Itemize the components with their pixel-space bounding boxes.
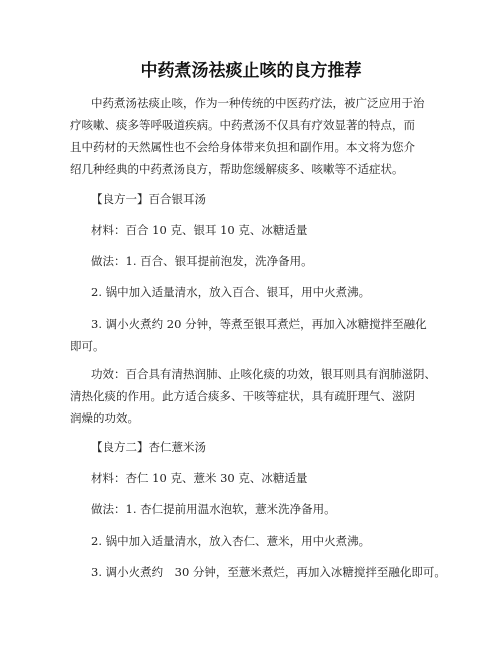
recipe2-heading: 【良方二】杏仁薏米汤 [91, 440, 206, 454]
recipe1-efficacy-line: 清热化痰的作用。此方适合痰多、干咳等症状，具有疏肝理气、滋阴 [70, 389, 415, 403]
intro-line: 疗咳嗽、痰多等呼吸道疾病。中药煮汤不仅具有疗效显著的特点，而 [70, 118, 415, 132]
recipe1-step1: 做法：1. 百合、银耳提前泡发，洗净备用。 [91, 254, 313, 268]
recipe1-step3-line: 即可。 [70, 339, 105, 353]
recipe1-efficacy-line: 功效：百合具有清热润肺、止咳化痰的功效，银耳则具有润肺滋阴、 [91, 367, 436, 381]
intro-line: 绍几种经典的中药煮汤良方，帮助您缓解痰多、咳嗽等不适症状。 [70, 162, 404, 176]
recipe2-step1: 做法：1. 杏仁提前用温水泡软，薏米洗净备用。 [91, 502, 336, 516]
recipe1-heading: 【良方一】百合银耳汤 [91, 192, 206, 206]
document-title: 中药煮汤祛痰止咳的良方推荐 [140, 61, 362, 81]
recipe1-efficacy [70, 363, 436, 429]
intro-line: 中药煮汤祛痰止咳，作为一种传统的中医药疗法，被广泛应用于治 [91, 96, 425, 110]
recipe1-step3-line: 3. 调小火煮约 20 分钟，等煮至银耳煮烂，再加入冰糖搅拌至融化 [91, 317, 427, 331]
intro-line: 且中药材的天然属性也不会给身体带来负担和副作用。本文将为您介 [70, 140, 415, 154]
recipe2-step3: 3. 调小火煮约 30 分钟，至薏米煮烂，再加入冰糖搅拌至融化即可。 [91, 565, 446, 579]
recipe2-materials: 材料：杏仁 10 克、薏米 30 克、冰糖适量 [91, 471, 308, 485]
intro-paragraph [70, 92, 431, 180]
recipe1-materials: 材料：百合 10 克、银耳 10 克、冰糖适量 [91, 223, 308, 237]
recipe2-step2: 2. 锅中加入适量清水，放入杏仁、薏米，用中火煮沸。 [91, 534, 371, 548]
recipe1-step3 [70, 313, 431, 357]
recipe1-step2: 2. 锅中加入适量清水，放入百合、银耳，用中火煮沸。 [91, 285, 371, 299]
recipe1-efficacy-line: 润燥的功效。 [70, 411, 139, 425]
